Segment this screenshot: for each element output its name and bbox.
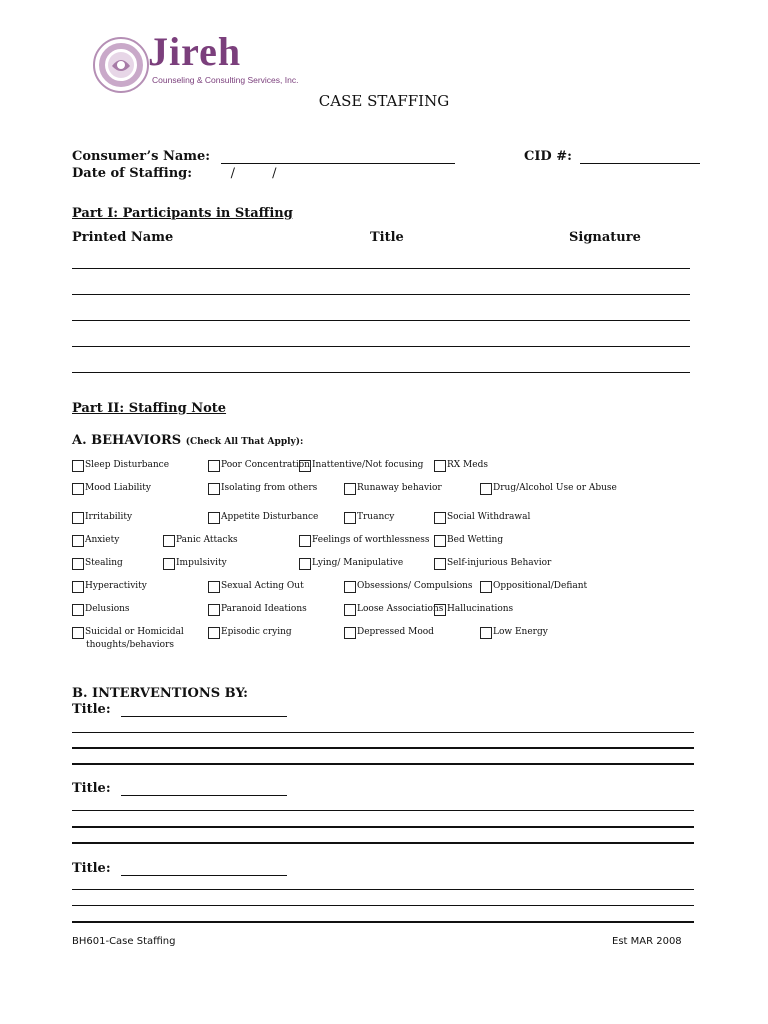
document-title: CASE STAFFING xyxy=(318,92,450,110)
participant-line[interactable] xyxy=(72,320,690,321)
checkbox-icon[interactable] xyxy=(480,627,492,639)
behavior-checkbox[interactable] xyxy=(299,460,423,472)
behavior-label: Obsessions/ Compulsions xyxy=(357,581,473,591)
behavior-checkbox[interactable] xyxy=(208,604,307,616)
behavior-checkbox[interactable] xyxy=(434,604,513,616)
behavior-checkbox[interactable] xyxy=(72,581,147,593)
checkbox-icon[interactable] xyxy=(72,483,84,495)
behavior-checkbox[interactable] xyxy=(72,460,169,472)
behavior-label: Hallucinations xyxy=(447,604,514,614)
checkbox-icon[interactable] xyxy=(434,535,446,547)
behavior-checkbox[interactable] xyxy=(72,627,184,639)
participant-line[interactable] xyxy=(72,294,690,295)
behavior-label: Suicidal or Homicidal xyxy=(85,627,184,637)
checkbox-icon[interactable] xyxy=(344,581,356,593)
checkbox-icon[interactable] xyxy=(344,627,356,639)
checkbox-icon[interactable] xyxy=(208,460,220,472)
behavior-checkbox[interactable] xyxy=(72,604,130,616)
behavior-checkbox[interactable] xyxy=(163,558,227,570)
participant-line[interactable] xyxy=(72,268,690,269)
checkbox-icon[interactable] xyxy=(208,512,220,524)
behavior-checkbox[interactable] xyxy=(434,512,530,524)
checkbox-icon[interactable] xyxy=(208,627,220,639)
behavior-label: Appetite Disturbance xyxy=(221,512,319,522)
behavior-label-continuation: thoughts/behaviors xyxy=(86,640,175,650)
title-label: Title: xyxy=(72,781,111,796)
title-label: Title: xyxy=(72,702,111,717)
intervention-line[interactable] xyxy=(72,889,694,890)
behavior-checkbox[interactable] xyxy=(480,483,617,495)
checkbox-icon[interactable] xyxy=(72,535,84,547)
company-logo xyxy=(92,29,299,96)
behavior-checkbox[interactable] xyxy=(480,581,587,593)
checkbox-icon[interactable] xyxy=(344,483,356,495)
behavior-checkbox[interactable] xyxy=(208,460,310,472)
checkbox-icon[interactable] xyxy=(299,460,311,472)
behavior-label: Episodic crying xyxy=(221,627,292,637)
checkbox-icon[interactable] xyxy=(72,581,84,593)
checkbox-icon[interactable] xyxy=(434,604,446,616)
checkbox-icon[interactable] xyxy=(208,581,220,593)
logo-seal-icon xyxy=(92,36,150,94)
title-label: Title: xyxy=(72,861,111,876)
behavior-label: Mood Liability xyxy=(85,483,151,493)
checkbox-icon[interactable] xyxy=(72,604,84,616)
intervention-line[interactable] xyxy=(72,921,694,923)
behaviors-note: (Check All That Apply): xyxy=(185,437,304,447)
behavior-checkbox[interactable] xyxy=(72,558,123,570)
intervention-line[interactable] xyxy=(72,905,694,906)
behaviors-heading-text: A. BEHAVIORS xyxy=(72,433,182,448)
checkbox-icon[interactable] xyxy=(163,558,175,570)
part2-heading: Part II: Staffing Note xyxy=(72,401,227,416)
participant-line[interactable] xyxy=(72,346,690,347)
behavior-label: Inattentive/Not focusing xyxy=(312,460,424,470)
cid-row xyxy=(524,149,700,164)
behavior-label: Truancy xyxy=(357,512,395,522)
intervention-title-row xyxy=(72,861,287,876)
behavior-checkbox[interactable] xyxy=(344,604,443,616)
checkbox-icon[interactable] xyxy=(344,604,356,616)
behavior-checkbox[interactable] xyxy=(344,581,473,593)
title-field[interactable] xyxy=(121,702,287,717)
cid-field[interactable] xyxy=(580,149,700,164)
intervention-line[interactable] xyxy=(72,763,694,765)
behavior-label: Social Withdrawal xyxy=(447,512,531,522)
behavior-checkbox[interactable] xyxy=(163,535,238,547)
column-title: Title xyxy=(370,230,404,245)
checkbox-icon[interactable] xyxy=(480,581,492,593)
behavior-label: Poor Concentration xyxy=(221,460,310,470)
intervention-line[interactable] xyxy=(72,826,694,828)
behavior-label: Drug/Alcohol Use or Abuse xyxy=(493,483,617,493)
checkbox-icon[interactable] xyxy=(208,483,220,495)
date-label: Date of Staffing: xyxy=(72,166,193,181)
behavior-checkbox[interactable] xyxy=(72,483,151,495)
checkbox-icon[interactable] xyxy=(344,512,356,524)
behavior-label: Depressed Mood xyxy=(357,627,434,637)
behavior-checkbox[interactable] xyxy=(344,627,434,639)
behavior-checkbox[interactable] xyxy=(344,512,394,524)
behavior-checkbox[interactable] xyxy=(208,483,317,495)
behavior-label: RX Meds xyxy=(447,460,488,470)
behavior-label: Bed Wetting xyxy=(447,535,504,545)
behaviors-heading xyxy=(72,433,303,448)
behavior-label: Loose Associations xyxy=(357,604,444,614)
cid-label: CID #: xyxy=(524,149,572,164)
checkbox-icon[interactable] xyxy=(434,512,446,524)
behavior-checkbox[interactable] xyxy=(434,460,488,472)
consumer-name-label: Consumer’s Name: xyxy=(72,149,211,164)
title-field[interactable] xyxy=(121,781,287,796)
behavior-label: Feelings of worthlessness xyxy=(312,535,430,545)
behavior-checkbox[interactable] xyxy=(72,512,132,524)
behavior-checkbox[interactable] xyxy=(344,483,442,495)
date-row xyxy=(72,166,277,181)
checkbox-icon[interactable] xyxy=(72,512,84,524)
behavior-label: Oppositional/Defiant xyxy=(493,581,588,591)
behavior-checkbox[interactable] xyxy=(480,627,548,639)
behavior-label: Delusions xyxy=(85,604,130,614)
behavior-checkbox[interactable] xyxy=(299,535,429,547)
behavior-label: Sleep Disturbance xyxy=(85,460,170,470)
behavior-checkbox[interactable] xyxy=(208,627,292,639)
behavior-label: Runaway behavior xyxy=(357,483,442,493)
intervention-line[interactable] xyxy=(72,842,694,844)
part1-heading: Part I: Participants in Staffing xyxy=(72,206,293,221)
consumer-name-row xyxy=(72,149,455,164)
intervention-title-row xyxy=(72,781,287,796)
behavior-label: Low Energy xyxy=(493,627,548,637)
intervention-line[interactable] xyxy=(72,732,694,733)
intervention-title-row xyxy=(72,702,287,717)
intervention-line[interactable] xyxy=(72,747,694,749)
checkbox-icon[interactable] xyxy=(208,604,220,616)
checkbox-icon[interactable] xyxy=(72,627,84,639)
behavior-label: Self-injurious Behavior xyxy=(447,558,552,568)
behavior-checkbox[interactable] xyxy=(208,581,304,593)
checkbox-icon[interactable] xyxy=(480,483,492,495)
checkbox-icon[interactable] xyxy=(163,535,175,547)
checkbox-icon[interactable] xyxy=(72,558,84,570)
checkbox-icon[interactable] xyxy=(72,460,84,472)
behavior-label: Irritability xyxy=(85,512,133,522)
title-field[interactable] xyxy=(121,861,287,876)
behavior-label: Impulsivity xyxy=(176,558,227,568)
interventions-heading: B. INTERVENTIONS BY: xyxy=(72,686,248,701)
footer-established-date: Est MAR 2008 xyxy=(612,936,682,947)
behavior-checkbox[interactable] xyxy=(72,535,119,547)
checkbox-icon[interactable] xyxy=(299,558,311,570)
behavior-label: Paranoid Ideations xyxy=(221,604,307,614)
behavior-checkbox[interactable] xyxy=(208,512,318,524)
date-field[interactable]: / / xyxy=(230,166,277,181)
behavior-checkbox[interactable] xyxy=(434,558,551,570)
behavior-label: Stealing xyxy=(85,558,123,568)
intervention-line[interactable] xyxy=(72,810,694,811)
checkbox-icon[interactable] xyxy=(434,460,446,472)
consumer-name-field[interactable] xyxy=(221,149,455,164)
column-signature: Signature xyxy=(569,230,641,245)
behavior-checkbox[interactable] xyxy=(299,558,403,570)
footer-form-id: BH601-Case Staffing xyxy=(72,936,176,947)
checkbox-icon[interactable] xyxy=(434,558,446,570)
behavior-label: Anxiety xyxy=(85,535,120,545)
behavior-label: Panic Attacks xyxy=(176,535,238,545)
behavior-label: Sexual Acting Out xyxy=(221,581,304,591)
checkbox-icon[interactable] xyxy=(299,535,311,547)
behavior-label: Lying/ Manipulative xyxy=(312,558,404,568)
behavior-label: Isolating from others xyxy=(221,483,318,493)
logo-subtitle: Counseling & Consulting Services, Inc. xyxy=(152,75,299,85)
behavior-checkbox[interactable] xyxy=(434,535,503,547)
behavior-label: Hyperactivity xyxy=(85,581,147,591)
participant-line[interactable] xyxy=(72,372,690,373)
logo-wordmark: Jireh xyxy=(148,29,242,74)
column-printed-name: Printed Name xyxy=(72,230,174,245)
